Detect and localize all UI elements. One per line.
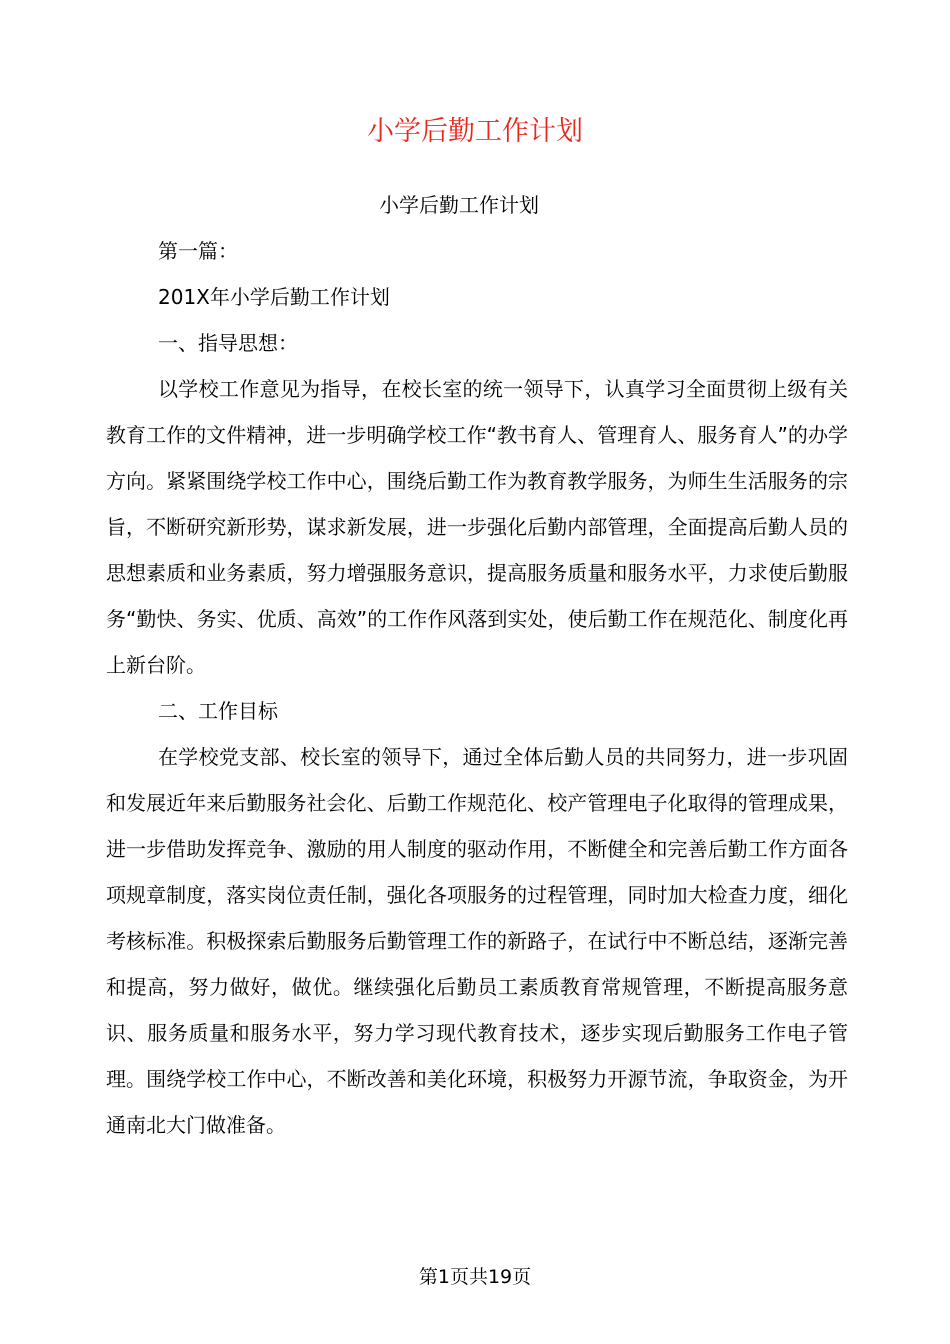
plan-name: 201X年小学后勤工作计划 [158, 285, 390, 309]
section-heading-guiding-ideology: 一、指导思想： [158, 331, 298, 355]
section-heading-work-goals: 二、工作目标 [158, 699, 278, 723]
page-number-footer: 第1页共19页 [418, 1266, 532, 1288]
document-body [106, 182, 848, 1148]
document-subtitle: 小学后勤工作计划 [379, 193, 539, 217]
paragraph-work-goals: 在学校党支部、校长室的领导下，通过全体后勤人员的共同努力，进一步巩固和发展近年来后勤服务社会化、后勤工作规范化、校产管理电子化取得的管理成果，进一步借助发挥竞争、激励的用人制度的驱动作用，不断健全和完善后勤工作方面各项规章制度，落实岗位责任制，强化各项服务的过程管理，同时加大检查力度，细化考核标准。积极探索后勤服务后勤管理工作的新路子，在试行中不断总结，逐渐完善和提高，努力做好，做优。继续强化后勤员工素质教育常规管理，不断提高服务意识、服务质量和服务水平，努力学习现代教育技术，逐步实现后勤服务工作电子管理。围绕学校工作中心，不断改善和美化环境，积极努力开源节流，争取资金，为开通南北大门做准备。 [106, 745, 848, 1137]
document-title: 小学后勤工作计划 [367, 116, 583, 147]
part-label: 第一篇： [158, 239, 238, 263]
paragraph-guiding-ideology: 以学校工作意见为指导，在校长室的统一领导下，认真学习全面贯彻上级有关教育工作的文件精神，进一步明确学校工作“教书育人、管理育人、服务育人”的办学方向。紧紧围绕学校工作中心，围绕后勤工作为教育教学服务，为师生生活服务的宗旨，不断研究新形势，谋求新发展，进一步强化后勤内部管理，全面提高后勤人员的思想素质和业务素质，努力增强服务意识，提高服务质量和服务水平，力求使后勤服务“勤快、务实、优质、高效”的工作作风落到实处，使后勤工作在规范化、制度化再上新台阶。 [106, 377, 848, 677]
